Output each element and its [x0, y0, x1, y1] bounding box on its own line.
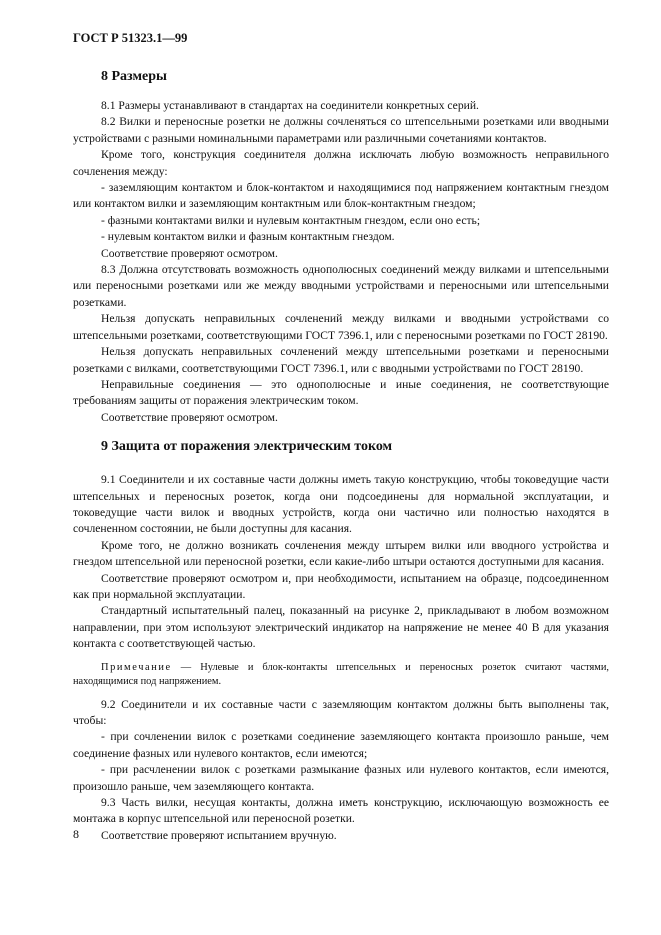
section-9-title: 9 Защита от поражения электрическим током [101, 439, 393, 455]
paragraph: 8.1 Размеры устанавливают в стандартах на соединители конкретных серий. [101, 99, 479, 112]
paragraph: Стандартный испытательный палец, показанный на рисунке 2, прикладывают в любом возможном направлении, при этом используют электрический индикатор на напряжение не менее 40 В для указания контакта с соответствующей частью. [73, 604, 609, 651]
paragraph: Соответствие проверяют испытанием вручную. [101, 828, 337, 842]
paragraph: Неправильные соединения — это однополюсные и иные соединения, не соответствующие требованиям защиты от поражения электрическим током. [73, 377, 609, 408]
list-item: - заземляющим контактом и блок-контактом и находящимися под напряжением контактным гнездом или контактом вилки и заземляющим контактным или блок-контактным гнездом; [73, 181, 609, 211]
paragraph: 9.1 Соединители и их составные части должны иметь такую конструкцию, чтобы токоведущие части штепсельных и переносных розеток, когда они подсоединены для нормальной эксплуатации, и токоведущие части вилок и вводных устройств, когда они частично или полностью находятся в сочлененном состоянии, не были доступны для касания. [73, 473, 609, 536]
paragraph: Нельзя допускать неправильных сочленений между вилками и вводными устройствами со штепсельными розетками, соответствующими ГОСТ 7396.1, или с переносными розетками по ГОСТ 28190. [73, 312, 609, 342]
paragraph: 9.3 Часть вилки, несущая контакты, должна иметь конструкцию, исключающую возможность ее монтажа в корпус штепсельной или переносной розетки. [73, 796, 609, 826]
note-text: — Нулевые и блок-контакты штепсельных и переносных розеток считают частями, находящимися под напряжением. [73, 661, 609, 687]
paragraph: Кроме того, конструкция соединителя должна исключать любую возможность неправильного сочленения между: [73, 148, 609, 178]
paragraph: Соответствие проверяют осмотром. [101, 246, 278, 260]
paragraph: Соответствие проверяют осмотром и, при необходимости, испытанием на образце, подсоединенном как при нормальной эксплуатации. [73, 571, 609, 601]
note-label: Примечание [101, 661, 172, 673]
list-item: - фазными контактами вилки и нулевым контактным гнездом, если оно есть; [101, 213, 481, 227]
list-item: - нулевым контактом вилки и фазным контактным гнездом. [101, 230, 395, 244]
list-item: - при расчленении вилок с розетками размыкание фазных или нулевого контактов, если имеются, произошло раньше, чем заземляющего контакта. [73, 763, 609, 793]
document-header: ГОСТ Р 51323.1—99 [73, 31, 188, 45]
list-item: - при сочленении вилок с розетками соединение заземляющего контакта произошло раньше, чем соединение фазных или нулевого контактов, если имеются; [73, 730, 609, 760]
paragraph: 9.2 Соединители и их составные части с заземляющим контактом должны быть выполнены так, чтобы: [73, 697, 609, 727]
section-8-title: 8 Размеры [101, 69, 167, 84]
paragraph: Соответствие проверяют осмотром. [101, 410, 278, 424]
paragraph: Кроме того, не должно возникать сочленения между штырем вилки или вводного устройства и гнездом штепсельной или переносной розетки, если какие-либо штыри остаются доступными для касания. [73, 538, 609, 569]
paragraph: 8.3 Должна отсутствовать возможность однополюсных соединений между вилками и штепсельными или переносными розетками или же между вводными устройствами и переносными или штепсельными розетками. [73, 263, 609, 309]
paragraph: Нельзя допускать неправильных сочленений между штепсельными розетками и переносными розетками с вилками, соответствующими ГОСТ 7396.1, или с вводными устройствами по ГОСТ 28190. [73, 345, 609, 375]
note [73, 661, 609, 689]
page-body [73, 60, 609, 844]
page-number: 8 [73, 827, 79, 841]
paragraph: 8.2 Вилки и переносные розетки не должны сочленяться со штепсельными розетками или вводными устройствами с разными номинальными параметрами или различными сочетаниями контактов. [73, 115, 609, 145]
